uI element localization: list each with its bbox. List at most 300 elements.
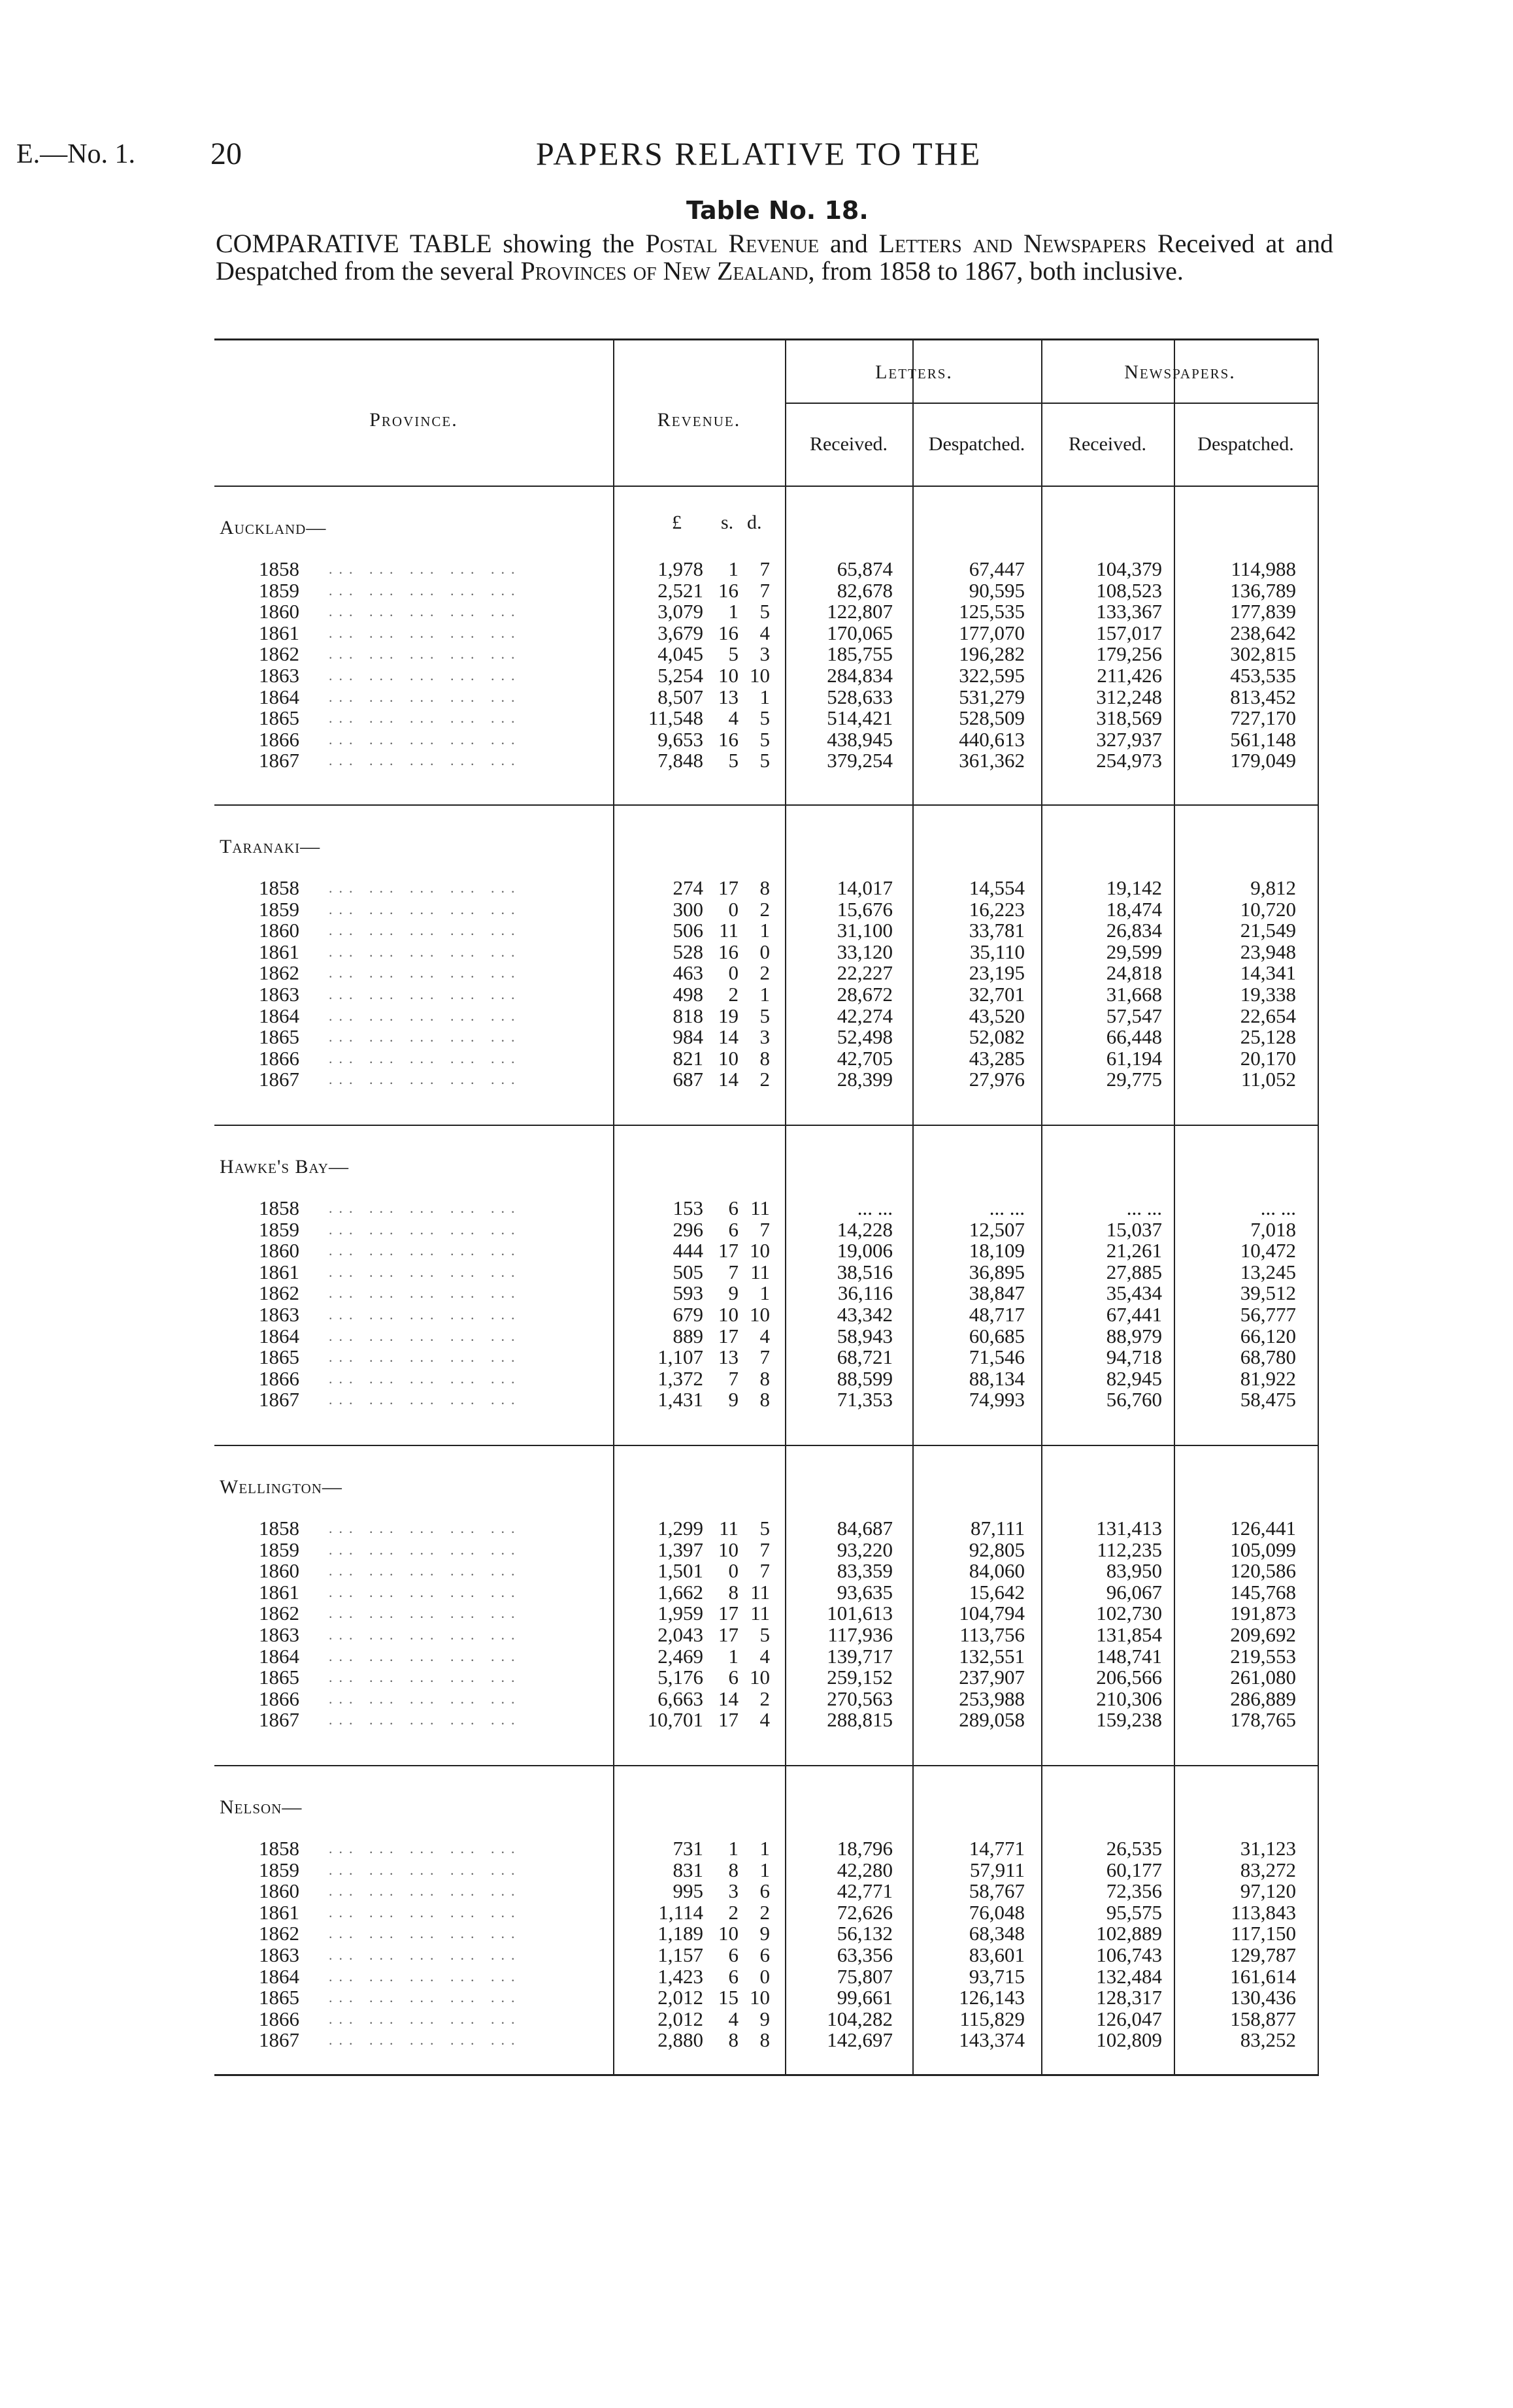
letters-received: 31,100	[837, 919, 893, 942]
table-row	[214, 1987, 1319, 2008]
newspapers-received: 21,261	[1106, 1239, 1162, 1262]
revenue-shillings: 10	[718, 664, 739, 687]
letters-despatched: 43,285	[969, 1046, 1025, 1070]
letters-received: 93,220	[837, 1538, 893, 1561]
letters-received: 84,687	[837, 1517, 893, 1540]
letters-despatched: 18,109	[969, 1239, 1025, 1262]
table-row	[214, 1518, 1319, 1539]
revenue-pounds: 296	[673, 1217, 703, 1241]
newspapers-despatched: 7,018	[1250, 1217, 1296, 1241]
newspapers-despatched: 11,052	[1240, 1068, 1296, 1091]
revenue-pounds: 505	[673, 1260, 703, 1283]
newspapers-received: 56,760	[1106, 1388, 1162, 1411]
revenue-pounds: 10,701	[647, 1708, 703, 1732]
table-row	[214, 1945, 1319, 1966]
table-row	[214, 1582, 1319, 1603]
year: 1863	[259, 1303, 299, 1326]
letters-despatched: 440,613	[959, 727, 1025, 751]
revenue-pounds: 2,469	[657, 1644, 703, 1668]
province-name: Auckland—	[220, 517, 327, 538]
letters-despatched: 52,082	[969, 1025, 1025, 1049]
newspapers-despatched-header: Despatched.	[1197, 433, 1294, 455]
newspapers-despatched: 120,586	[1230, 1559, 1296, 1583]
letters-despatched: 322,595	[959, 664, 1025, 687]
table-row	[214, 878, 1319, 899]
caption-part-4: , from 1858 to 1867, both inclusive.	[808, 256, 1184, 286]
revenue-shillings: 17	[718, 1602, 739, 1625]
leader-dots: ... ... ... ... ...	[329, 1370, 522, 1387]
section-rule	[214, 1445, 1319, 1446]
year: 1858	[259, 1196, 299, 1219]
revenue-shillings: 19	[718, 1004, 739, 1027]
year: 1866	[259, 1366, 299, 1390]
letters-received: 99,661	[837, 1986, 893, 2009]
letters-received: 170,065	[827, 621, 893, 644]
revenue-pounds: 1,372	[657, 1366, 703, 1390]
year: 1865	[259, 706, 299, 730]
pounds-unit: £	[672, 512, 682, 533]
leader-dots: ... ... ... ... ...	[329, 1306, 522, 1323]
revenue-pence: 10	[750, 1303, 770, 1326]
revenue-pounds: 2,012	[657, 1986, 703, 2009]
leader-dots: ... ... ... ... ...	[329, 1071, 522, 1088]
revenue-shillings: 7	[728, 1260, 739, 1283]
table-row	[214, 2030, 1319, 2051]
revenue-shillings: 2	[728, 1900, 739, 1924]
newspapers-received: 327,937	[1096, 727, 1162, 751]
revenue-shillings: 14	[718, 1687, 739, 1710]
year: 1859	[259, 1538, 299, 1561]
leader-dots: ... ... ... ... ...	[329, 2010, 522, 2027]
revenue-pounds: 153	[673, 1196, 703, 1219]
revenue-shillings: 16	[718, 621, 739, 644]
revenue-pence: 10	[750, 1986, 770, 2009]
newspapers-received: 94,718	[1106, 1345, 1162, 1369]
leader-dots: ... ... ... ... ...	[329, 1349, 522, 1366]
revenue-shillings: 1	[728, 1644, 739, 1668]
revenue-pence: 2	[759, 897, 770, 921]
table-row	[214, 559, 1319, 580]
revenue-pence: 1	[759, 1858, 770, 1881]
revenue-pence: 0	[759, 1964, 770, 1988]
year: 1860	[259, 1879, 299, 1903]
year: 1860	[259, 1239, 299, 1262]
revenue-pence: 10	[750, 1666, 770, 1689]
year: 1858	[259, 876, 299, 899]
table-row	[214, 665, 1319, 686]
year: 1862	[259, 1922, 299, 1945]
revenue-pence: 8	[759, 1388, 770, 1411]
revenue-shillings: 0	[728, 1559, 739, 1583]
revenue-shillings: 13	[718, 685, 739, 708]
revenue-pence: 7	[759, 557, 770, 580]
letters-received: 68,721	[837, 1345, 893, 1369]
revenue-shillings: 1	[728, 1837, 739, 1860]
newspapers-despatched: 813,452	[1230, 685, 1296, 708]
letters-despatched: 177,070	[959, 621, 1025, 644]
year: 1861	[259, 940, 299, 963]
section-rule	[214, 804, 1319, 806]
newspapers-despatched: 19,338	[1240, 983, 1296, 1006]
revenue-pence: 7	[759, 1217, 770, 1241]
year: 1859	[259, 578, 299, 602]
letters-received: 42,274	[837, 1004, 893, 1027]
revenue-pounds: 821	[673, 1046, 703, 1070]
letters-received: 43,342	[837, 1303, 893, 1326]
newspapers-despatched: 302,815	[1230, 642, 1296, 666]
newspapers-despatched: 9,812	[1250, 876, 1296, 899]
year: 1860	[259, 1559, 299, 1583]
revenue-shillings: 5	[728, 749, 739, 772]
document-reference: E.—No. 1.	[16, 139, 135, 169]
revenue-pence: 5	[759, 600, 770, 623]
year: 1867	[259, 749, 299, 772]
table-row	[214, 1881, 1319, 1902]
revenue-pounds: 1,501	[657, 1559, 703, 1583]
letters-received: 42,705	[837, 1046, 893, 1070]
newspapers-received: 19,142	[1106, 876, 1162, 899]
revenue-pounds: 1,662	[657, 1580, 703, 1604]
table-row	[214, 1198, 1319, 1219]
revenue-pence: 5	[759, 1004, 770, 1027]
leader-dots: ... ... ... ... ...	[329, 1711, 522, 1728]
newspapers-received: 126,047	[1096, 2007, 1162, 2030]
newspapers-despatched: 31,123	[1240, 1837, 1296, 1860]
revenue-pence: 6	[759, 1943, 770, 1966]
letters-received: 117,936	[827, 1623, 893, 1646]
revenue-pounds: 506	[673, 919, 703, 942]
province-name: Hawke's Bay—	[220, 1156, 349, 1178]
leader-dots: ... ... ... ... ...	[329, 1669, 522, 1686]
table-row	[214, 1304, 1319, 1325]
year: 1863	[259, 664, 299, 687]
leader-dots: ... ... ... ... ...	[329, 731, 522, 748]
leader-dots: ... ... ... ... ...	[329, 1391, 522, 1408]
shillings-unit: s.	[721, 512, 734, 533]
province-name: Wellington—	[220, 1476, 342, 1498]
year: 1867	[259, 2028, 299, 2052]
year: 1863	[259, 1943, 299, 1966]
newspapers-received: 60,177	[1106, 1858, 1162, 1881]
revenue-pounds: 3,079	[657, 600, 703, 623]
table-row	[214, 1240, 1319, 1261]
table-row	[214, 1069, 1319, 1090]
newspapers-received: 102,730	[1096, 1602, 1162, 1625]
letters-received: 88,599	[837, 1366, 893, 1390]
caption-part-1: COMPARATIVE TABLE showing the	[216, 229, 646, 258]
letters-despatched: 289,058	[959, 1708, 1025, 1732]
revenue-pence: 8	[759, 1046, 770, 1070]
revenue-pounds: 1,107	[657, 1345, 703, 1369]
revenue-shillings: 15	[718, 1986, 739, 2009]
revenue-pounds: 4,045	[657, 642, 703, 666]
letters-despatched: 27,976	[969, 1068, 1025, 1091]
revenue-pounds: 731	[673, 1837, 703, 1860]
letters-despatched: 43,520	[969, 1004, 1025, 1027]
table-row	[214, 1283, 1319, 1304]
leader-dots: ... ... ... ... ...	[329, 1861, 522, 1878]
leader-dots: ... ... ... ... ...	[329, 1647, 522, 1664]
letters-received: 438,945	[827, 727, 893, 751]
letters-despatched: 531,279	[959, 685, 1025, 708]
revenue-pounds: 5,176	[657, 1666, 703, 1689]
running-title: PAPERS RELATIVE TO THE	[536, 135, 982, 172]
newspapers-received: 157,017	[1096, 621, 1162, 644]
year: 1864	[259, 1324, 299, 1347]
revenue-pounds: 300	[673, 897, 703, 921]
revenue-pence: 11	[750, 1602, 770, 1625]
table-row	[214, 1219, 1319, 1240]
year: 1865	[259, 1345, 299, 1369]
revenue-pounds: 6,663	[657, 1687, 703, 1710]
leader-dots: ... ... ... ... ...	[329, 667, 522, 684]
newspapers-despatched: 13,245	[1240, 1260, 1296, 1283]
table-row	[214, 1689, 1319, 1709]
newspapers-despatched: 177,839	[1230, 600, 1296, 623]
leader-dots: ... ... ... ... ...	[329, 624, 522, 641]
revenue-shillings: 17	[718, 1623, 739, 1646]
newspapers-received: 206,566	[1096, 1666, 1162, 1689]
revenue-pounds: 2,521	[657, 578, 703, 602]
newspapers-received: 67,441	[1106, 1303, 1162, 1326]
revenue-shillings: 1	[728, 557, 739, 580]
revenue-pence: 8	[759, 876, 770, 899]
revenue-shillings: 10	[718, 1538, 739, 1561]
table-title: Table No. 18.	[686, 196, 869, 225]
leader-dots: ... ... ... ... ...	[329, 1541, 522, 1558]
letters-received: 82,678	[837, 578, 893, 602]
table-row	[214, 1389, 1319, 1410]
table-row	[214, 1560, 1319, 1581]
revenue-shillings: 16	[718, 727, 739, 751]
caption-provinces: Provinces of New Zealand	[520, 256, 808, 286]
newspapers-despatched: 66,120	[1240, 1324, 1296, 1347]
letters-received: 56,132	[837, 1922, 893, 1945]
newspapers-received: 131,854	[1096, 1623, 1162, 1646]
letters-received: 139,717	[827, 1644, 893, 1668]
letters-despatched: 87,111	[971, 1517, 1025, 1540]
table-row	[214, 644, 1319, 665]
year: 1867	[259, 1068, 299, 1091]
letters-received: 528,633	[827, 685, 893, 708]
letters-despatched: 253,988	[959, 1687, 1025, 1710]
leader-dots: ... ... ... ... ...	[329, 1883, 522, 1900]
year: 1859	[259, 1217, 299, 1241]
province-name: Taranaki—	[220, 836, 321, 857]
newspapers-received: ... ...	[1126, 1196, 1162, 1219]
revenue-pence: 3	[759, 642, 770, 666]
letters-despatched: 60,685	[969, 1324, 1025, 1347]
leader-dots: ... ... ... ... ...	[329, 1904, 522, 1921]
leader-dots: ... ... ... ... ...	[329, 1583, 522, 1600]
revenue-pence: 2	[759, 1900, 770, 1924]
letters-despatched: 67,447	[969, 557, 1025, 580]
newspapers-despatched: 178,765	[1230, 1708, 1296, 1732]
newspapers-received: 18,474	[1106, 897, 1162, 921]
year: 1866	[259, 2007, 299, 2030]
newspapers-despatched: 14,341	[1240, 961, 1296, 985]
letters-despatched: 93,715	[969, 1964, 1025, 1988]
newspapers-received: 106,743	[1096, 1943, 1162, 1966]
revenue-shillings: 9	[728, 1281, 739, 1305]
letters-despatched: 23,195	[969, 961, 1025, 985]
caption-postal-revenue: Postal Revenue	[645, 229, 820, 258]
newspapers-despatched: 179,049	[1230, 749, 1296, 772]
letters-despatched: 48,717	[969, 1303, 1025, 1326]
revenue-shillings: 6	[728, 1964, 739, 1988]
letters-received: 33,120	[837, 940, 893, 963]
caption-part-2: and	[819, 229, 879, 258]
newspapers-despatched: 191,873	[1230, 1602, 1296, 1625]
revenue-pounds: 1,157	[657, 1943, 703, 1966]
letters-received: 42,771	[837, 1879, 893, 1903]
newspapers-despatched: 209,692	[1230, 1623, 1296, 1646]
revenue-shillings: 3	[728, 1879, 739, 1903]
letters-despatched: 104,794	[959, 1602, 1025, 1625]
header-rule	[785, 403, 1318, 404]
revenue-shillings: 6	[728, 1196, 739, 1219]
letters-despatched: 38,847	[969, 1281, 1025, 1305]
table-row	[214, 1923, 1319, 1944]
year: 1858	[259, 1837, 299, 1860]
year: 1861	[259, 1900, 299, 1924]
leader-dots: ... ... ... ... ...	[329, 1285, 522, 1302]
revenue-shillings: 9	[728, 1388, 739, 1411]
newspapers-despatched: 261,080	[1230, 1666, 1296, 1689]
letters-header: Letters.	[875, 361, 953, 383]
revenue-shillings: 4	[728, 2007, 739, 2030]
newspapers-despatched: 727,170	[1230, 706, 1296, 730]
leader-dots: ... ... ... ... ...	[329, 922, 522, 939]
newspapers-received-header: Received.	[1068, 433, 1147, 455]
newspapers-received: 102,889	[1096, 1922, 1162, 1945]
revenue-pounds: 9,653	[657, 727, 703, 751]
revenue-pounds: 679	[673, 1303, 703, 1326]
leader-dots: ... ... ... ... ...	[329, 1200, 522, 1216]
revenue-pounds: 687	[673, 1068, 703, 1091]
revenue-pence: 1	[759, 983, 770, 1006]
revenue-shillings: 8	[728, 1858, 739, 1881]
revenue-header: Revenue.	[657, 409, 741, 431]
revenue-pence: 9	[759, 1922, 770, 1945]
newspapers-despatched: 20,170	[1240, 1046, 1296, 1070]
revenue-pence: 1	[759, 685, 770, 708]
revenue-pounds: 528	[673, 940, 703, 963]
revenue-pounds: 2,043	[657, 1623, 703, 1646]
newspapers-received: 179,256	[1096, 642, 1162, 666]
revenue-shillings: 14	[718, 1068, 739, 1091]
section-rule	[214, 1125, 1319, 1126]
revenue-shillings: 5	[728, 642, 739, 666]
newspapers-received: 66,448	[1106, 1025, 1162, 1049]
letters-despatched: 57,911	[969, 1858, 1025, 1881]
newspapers-received: 211,426	[1097, 664, 1162, 687]
table-row	[214, 1667, 1319, 1688]
leader-dots: ... ... ... ... ...	[329, 1221, 522, 1238]
revenue-pence: 1	[759, 1837, 770, 1860]
letters-despatched: 125,535	[959, 600, 1025, 623]
leader-dots: ... ... ... ... ...	[329, 752, 522, 769]
letters-despatched: 68,348	[969, 1922, 1025, 1945]
revenue-pounds: 1,978	[657, 557, 703, 580]
newspapers-despatched: 117,150	[1231, 1922, 1296, 1945]
letters-despatched: 33,781	[969, 919, 1025, 942]
revenue-pence: 5	[759, 749, 770, 772]
letters-received: 15,676	[837, 897, 893, 921]
letters-despatched: 71,546	[969, 1345, 1025, 1369]
newspapers-received: 254,973	[1096, 749, 1162, 772]
letters-received: 379,254	[827, 749, 893, 772]
year: 1867	[259, 1708, 299, 1732]
table-row	[214, 1902, 1319, 1923]
letters-despatched: 132,551	[959, 1644, 1025, 1668]
newspapers-despatched: 145,768	[1230, 1580, 1296, 1604]
newspapers-received: 132,484	[1096, 1964, 1162, 1988]
table-row	[214, 920, 1319, 941]
newspapers-despatched: 39,512	[1240, 1281, 1296, 1305]
table-row	[214, 1006, 1319, 1027]
revenue-shillings: 10	[718, 1922, 739, 1945]
letters-despatched: 113,756	[959, 1623, 1025, 1646]
revenue-shillings: 7	[728, 1366, 739, 1390]
revenue-pence: 3	[759, 1025, 770, 1049]
revenue-pence: 6	[759, 1879, 770, 1903]
newspapers-received: 82,945	[1106, 1366, 1162, 1390]
page-number: 20	[210, 137, 242, 171]
year: 1861	[259, 621, 299, 644]
year: 1862	[259, 642, 299, 666]
revenue-pence: 7	[759, 578, 770, 602]
newspapers-received: 27,885	[1106, 1260, 1162, 1283]
letters-received: 19,006	[837, 1239, 893, 1262]
revenue-pence: 4	[759, 1644, 770, 1668]
newspapers-despatched: 68,780	[1240, 1345, 1296, 1369]
letters-received: 104,282	[827, 2007, 893, 2030]
revenue-pounds: 5,254	[657, 664, 703, 687]
leader-dots: ... ... ... ... ...	[329, 561, 522, 577]
revenue-shillings: 6	[728, 1217, 739, 1241]
revenue-pounds: 1,114	[658, 1900, 703, 1924]
revenue-pounds: 593	[673, 1281, 703, 1305]
revenue-pence: 4	[759, 1708, 770, 1732]
newspapers-despatched: 83,252	[1240, 2028, 1296, 2052]
table-row	[214, 708, 1319, 729]
newspapers-received: 131,413	[1096, 1517, 1162, 1540]
revenue-pence: 11	[750, 1196, 770, 1219]
year: 1858	[259, 557, 299, 580]
newspapers-received: 96,067	[1106, 1580, 1162, 1604]
letters-despatched: 237,907	[959, 1666, 1025, 1689]
letters-received: 270,563	[827, 1687, 893, 1710]
leader-dots: ... ... ... ... ...	[329, 646, 522, 663]
revenue-pounds: 498	[673, 983, 703, 1006]
year: 1860	[259, 600, 299, 623]
leader-dots: ... ... ... ... ...	[329, 965, 522, 981]
newspapers-despatched: 129,787	[1230, 1943, 1296, 1966]
leader-dots: ... ... ... ... ...	[329, 688, 522, 705]
revenue-shillings: 2	[728, 983, 739, 1006]
revenue-shillings: 0	[728, 961, 739, 985]
newspapers-despatched: 453,535	[1230, 664, 1296, 687]
revenue-pence: 10	[750, 664, 770, 687]
newspapers-received: 57,547	[1106, 1004, 1162, 1027]
revenue-shillings: 6	[728, 1666, 739, 1689]
newspapers-despatched: 81,922	[1240, 1366, 1296, 1390]
table-row	[214, 580, 1319, 601]
leader-dots: ... ... ... ... ...	[329, 1263, 522, 1280]
revenue-pence: 11	[750, 1260, 770, 1283]
revenue-shillings: 11	[719, 1517, 739, 1540]
